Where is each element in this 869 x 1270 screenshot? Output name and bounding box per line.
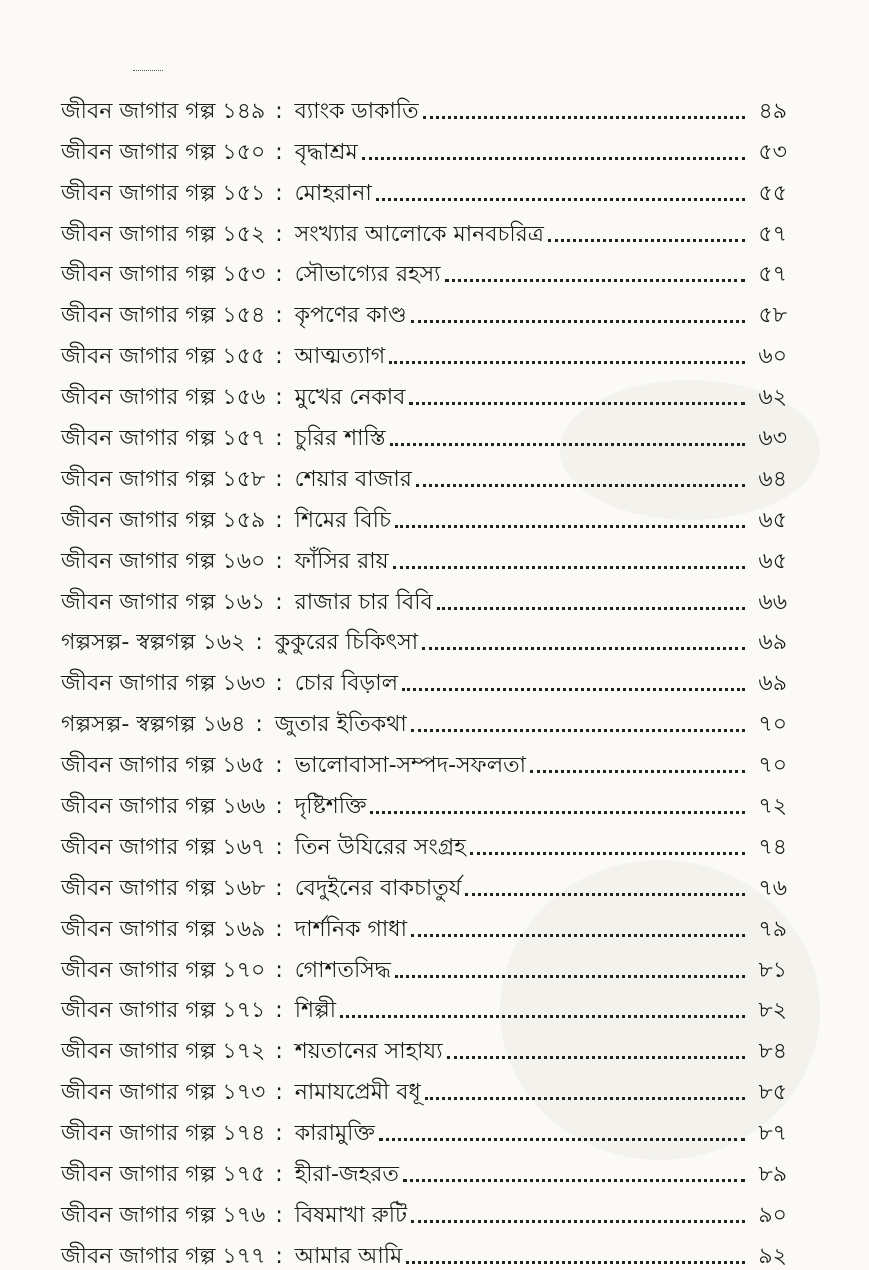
entry-page-number: ৭২: [758, 794, 787, 820]
dot-leader: [437, 607, 745, 610]
page-mark: [133, 70, 163, 71]
dot-leader: [376, 198, 745, 201]
dot-leader: [370, 811, 745, 814]
toc-entry: [61, 248, 787, 289]
entry-series-label: জীবন জাগার গল্প ১৫২: [61, 221, 266, 247]
toc-entry: [61, 166, 787, 207]
entry-series-label: জীবন জাগার গল্প ১৬৩: [61, 671, 266, 697]
dot-leader: [470, 852, 745, 855]
toc-entry: [61, 452, 787, 493]
entry-separator: :: [275, 303, 283, 329]
toc-entry: [61, 1229, 787, 1270]
entry-page-number: ৬৯: [758, 671, 787, 697]
entry-separator: :: [275, 139, 283, 165]
toc-entry: [61, 84, 787, 125]
dot-leader: [389, 361, 745, 364]
dot-leader: [409, 402, 745, 405]
dot-leader: [406, 1261, 745, 1264]
entry-series-label: জীবন জাগার গল্প ১৬৮: [61, 875, 266, 901]
dot-leader: [379, 1138, 745, 1141]
entry-page-number: ৬৫: [758, 507, 787, 533]
entry-separator: :: [275, 98, 283, 124]
entry-title: আমার আমি: [294, 1243, 403, 1269]
entry-title: চোর বিড়াল: [294, 671, 399, 697]
toc-entry: [61, 207, 787, 248]
entry-page-number: ৮৯: [758, 1162, 787, 1188]
toc-entry: [61, 370, 787, 411]
entry-title: সৌভাগ্যের রহস্য: [294, 262, 441, 288]
entry-separator: :: [275, 753, 283, 779]
dot-leader: [393, 566, 745, 569]
entry-page-number: ৫৫: [758, 180, 787, 206]
entry-separator: :: [275, 507, 283, 533]
entry-title: দার্শনিক গাধা: [294, 916, 407, 942]
entry-separator: :: [275, 957, 283, 983]
dot-leader: [530, 770, 745, 773]
entry-page-number: ৭০: [758, 712, 787, 738]
entry-series-label: জীবন জাগার গল্প ১৫৯: [61, 507, 266, 533]
dot-leader: [411, 1220, 745, 1223]
entry-separator: :: [275, 916, 283, 942]
entry-series-label: জীবন জাগার গল্প ১৫৭: [61, 426, 266, 452]
entry-separator: :: [275, 1080, 283, 1106]
entry-title: ব্যাংক ডাকাতি: [294, 98, 419, 124]
entry-title: চুরির শাস্তি: [294, 426, 386, 452]
entry-series-label: জীবন জাগার গল্প ১৬৬: [61, 794, 266, 820]
entry-page-number: ৭৯: [758, 916, 787, 942]
entry-series-label: জীবন জাগার গল্প ১৬১: [61, 589, 266, 615]
entry-title: শিমের বিচি: [294, 507, 391, 533]
entry-title: দৃষ্টিশক্তি: [294, 794, 367, 820]
toc-entry: [61, 738, 787, 779]
entry-page-number: ৯০: [758, 1202, 787, 1228]
entry-page-number: ৮৫: [758, 1080, 787, 1106]
entry-title: বিষমাখা রুটি: [294, 1202, 407, 1228]
entry-title: বৃদ্ধাশ্রম: [294, 139, 358, 165]
dot-leader: [402, 688, 745, 691]
entry-separator: :: [275, 262, 283, 288]
entry-series-label: জীবন জাগার গল্প ১৬৭: [61, 834, 266, 860]
entry-page-number: ৬৬: [758, 589, 787, 615]
entry-page-number: ৪৯: [758, 98, 787, 124]
entry-series-label: জীবন জাগার গল্প ১৫৮: [61, 466, 266, 492]
entry-series-label: জীবন জাগার গল্প ১৭৭: [61, 1243, 266, 1269]
entry-separator: :: [275, 1039, 283, 1065]
entry-title: জুতার ইতিকথা: [274, 712, 407, 738]
toc-entry: [61, 1065, 787, 1106]
toc-entry: [61, 575, 787, 616]
dot-leader: [403, 1179, 745, 1182]
entry-page-number: ৭৪: [758, 834, 787, 860]
toc-entry: [61, 411, 787, 452]
entry-title: কৃপণের কাণ্ড: [294, 303, 407, 329]
dot-leader: [425, 1097, 745, 1100]
entry-separator: :: [275, 1121, 283, 1147]
toc-entry: [61, 656, 787, 697]
entry-separator: :: [275, 998, 283, 1024]
entry-page-number: ৫৭: [758, 262, 787, 288]
toc-entry: [61, 1106, 787, 1147]
entry-separator: :: [275, 426, 283, 452]
entry-series-label: জীবন জাগার গল্প ১৫৬: [61, 385, 266, 411]
toc-entry: [61, 288, 787, 329]
entry-series-label: জীবন জাগার গল্প ১৫৪: [61, 303, 266, 329]
entry-title: শয়তানের সাহায্য: [294, 1039, 443, 1065]
table-of-contents: [61, 84, 787, 1270]
entry-separator: :: [275, 1162, 283, 1188]
entry-title: হীরা-জহরত: [294, 1162, 399, 1188]
entry-page-number: ৬৯: [758, 630, 787, 656]
entry-page-number: ৬২: [758, 385, 787, 411]
entry-series-label: জীবন জাগার গল্প ১৭১: [61, 998, 266, 1024]
entry-separator: :: [275, 180, 283, 206]
entry-separator: :: [275, 344, 283, 370]
entry-series-label: জীবন জাগার গল্প ১৪৯: [61, 98, 266, 124]
entry-separator: :: [275, 1243, 283, 1269]
entry-separator: :: [275, 466, 283, 492]
entry-page-number: ৫৮: [758, 303, 787, 329]
toc-entry: [61, 697, 787, 738]
dot-leader: [411, 320, 745, 323]
entry-series-label: জীবন জাগার গল্প ১৬০: [61, 548, 266, 574]
entry-page-number: ৬৫: [758, 548, 787, 574]
entry-title: বেদুইনের বাকচাতুর্য: [294, 875, 462, 901]
entry-page-number: ৮৭: [758, 1121, 787, 1147]
entry-series-label: জীবন জাগার গল্প ১৭৪: [61, 1121, 266, 1147]
entry-page-number: ৮৪: [758, 1039, 787, 1065]
entry-page-number: ৮১: [758, 957, 787, 983]
dot-leader: [411, 729, 745, 732]
entry-title: রাজার চার বিবি: [294, 589, 433, 615]
entry-title: ফাঁসির রায়: [294, 548, 389, 574]
entry-separator: :: [275, 1202, 283, 1228]
entry-page-number: ৮২: [758, 998, 787, 1024]
entry-page-number: ৫৭: [758, 221, 787, 247]
entry-title: শেয়ার বাজার: [294, 466, 412, 492]
entry-separator: :: [275, 671, 283, 697]
entry-separator: :: [275, 589, 283, 615]
entry-title: গোশতসিদ্ধ: [294, 957, 391, 983]
toc-entry: [61, 1024, 787, 1065]
entry-series-label: জীবন জাগার গল্প ১৬৯: [61, 916, 266, 942]
entry-page-number: ৬৪: [758, 466, 787, 492]
toc-entry: [61, 943, 787, 984]
entry-page-number: ৫৩: [758, 139, 787, 165]
entry-separator: :: [275, 875, 283, 901]
entry-title: নামাযপ্রেমী বধূ: [294, 1080, 421, 1106]
entry-series-label: জীবন জাগার গল্প ১৫৩: [61, 262, 266, 288]
entry-separator: :: [275, 221, 283, 247]
dot-leader: [395, 975, 745, 978]
entry-page-number: ৭৬: [758, 875, 787, 901]
entry-separator: :: [255, 712, 263, 738]
entry-separator: :: [255, 630, 263, 656]
toc-entry: [61, 493, 787, 534]
dot-leader: [548, 239, 745, 242]
toc-entry: [61, 779, 787, 820]
entry-series-label: জীবন জাগার গল্প ১৭৩: [61, 1080, 266, 1106]
toc-entry: [61, 861, 787, 902]
entry-page-number: ৬০: [758, 344, 787, 370]
dot-leader: [423, 116, 745, 119]
entry-page-number: ৬৩: [758, 426, 787, 452]
entry-series-label: গল্পসল্প- স্বল্পগল্প ১৬৪: [61, 712, 246, 738]
entry-series-label: জীবন জাগার গল্প ১৫০: [61, 139, 266, 165]
entry-separator: :: [275, 794, 283, 820]
entry-series-label: গল্পসল্প- স্বল্পগল্প ১৬২: [61, 630, 246, 656]
entry-series-label: জীবন জাগার গল্প ১৭২: [61, 1039, 266, 1065]
dot-leader: [422, 647, 745, 650]
entry-series-label: জীবন জাগার গল্প ১৭৫: [61, 1162, 266, 1188]
dot-leader: [416, 484, 745, 487]
toc-entry: [61, 984, 787, 1025]
toc-entry: [61, 534, 787, 575]
entry-page-number: ৯২: [758, 1243, 787, 1269]
dot-leader: [465, 893, 745, 896]
entry-page-number: ৭০: [758, 753, 787, 779]
entry-title: কুকুরের চিকিৎসা: [274, 630, 419, 656]
dot-leader: [362, 157, 745, 160]
entry-title: মুখের নেকাব: [294, 385, 406, 411]
entry-title: কারামুক্তি: [294, 1121, 375, 1147]
dot-leader: [395, 525, 745, 528]
toc-entry: [61, 820, 787, 861]
dot-leader: [445, 279, 745, 282]
dot-leader: [447, 1056, 745, 1059]
entry-title: ভালোবাসা-সম্পদ-সফলতা: [294, 753, 526, 779]
toc-entry: [61, 125, 787, 166]
entry-separator: :: [275, 548, 283, 574]
dot-leader: [390, 443, 745, 446]
entry-series-label: জীবন জাগার গল্প ১৭৬: [61, 1202, 266, 1228]
toc-entry: [61, 1147, 787, 1188]
entry-series-label: জীবন জাগার গল্প ১৫১: [61, 180, 266, 206]
toc-entry: [61, 902, 787, 943]
entry-title: শিল্পী: [294, 998, 337, 1024]
toc-entry: [61, 1188, 787, 1229]
entry-title: সংখ্যার আলোকে মানবচরিত্র: [294, 221, 544, 247]
entry-title: তিন উযিরের সংগ্রহ: [294, 834, 466, 860]
entry-separator: :: [275, 834, 283, 860]
entry-separator: :: [275, 385, 283, 411]
dot-leader: [340, 1015, 745, 1018]
entry-title: আত্মত্যাগ: [294, 344, 386, 370]
dot-leader: [411, 934, 745, 937]
toc-entry: [61, 616, 787, 657]
entry-series-label: জীবন জাগার গল্প ১৭০: [61, 957, 266, 983]
entry-series-label: জীবন জাগার গল্প ১৬৫: [61, 753, 266, 779]
entry-title: মোহরানা: [294, 180, 372, 206]
entry-series-label: জীবন জাগার গল্প ১৫৫: [61, 344, 266, 370]
toc-entry: [61, 329, 787, 370]
